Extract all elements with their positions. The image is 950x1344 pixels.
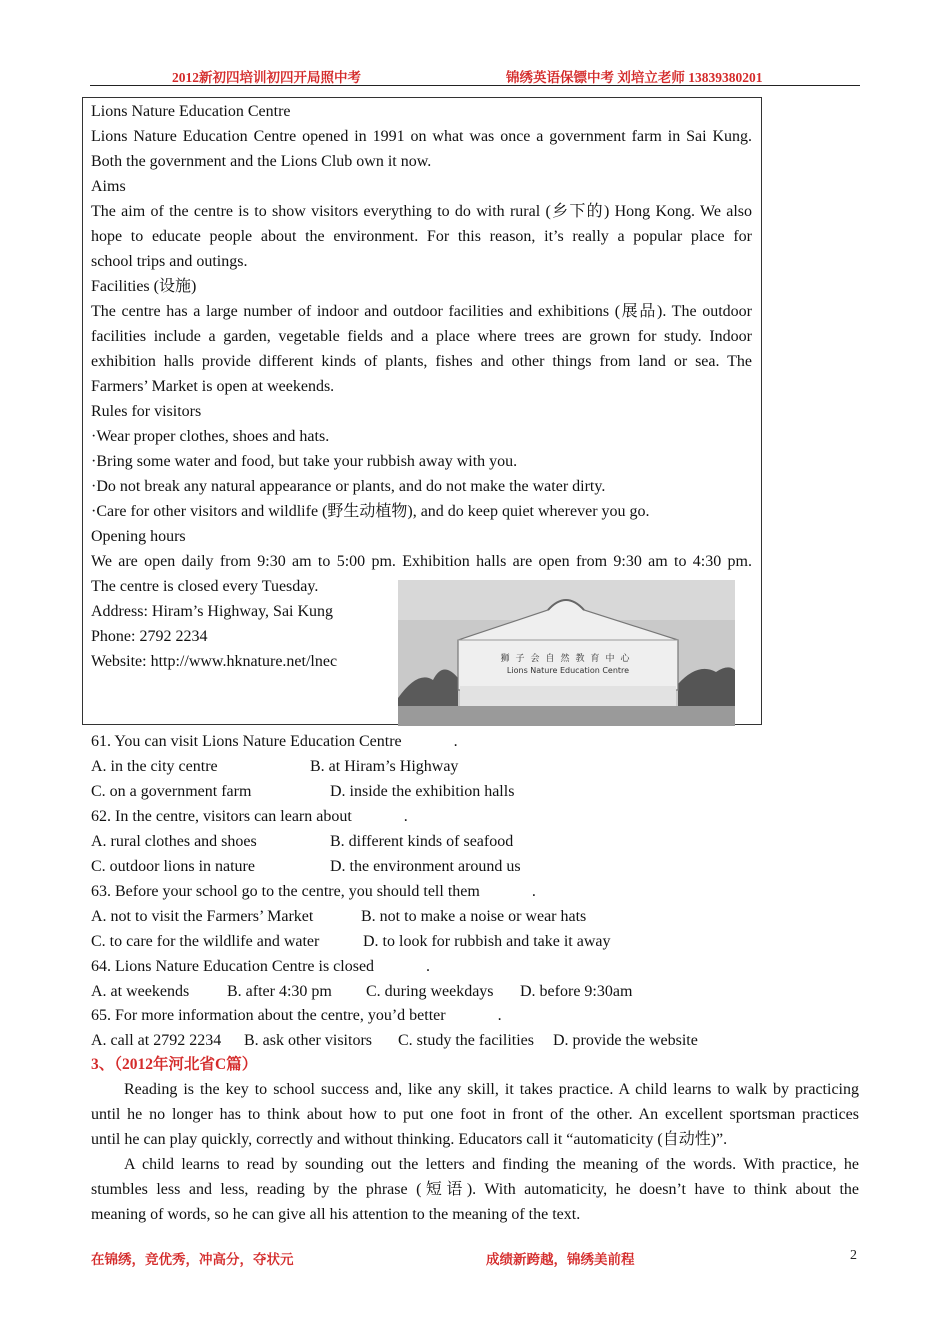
option: B. at Hiram’s Highway [310,758,459,775]
intro-line-2: Both the government and the Lions Club own it now. [91,153,432,170]
intro-line-1: Lions Nature Education Centre opened in 1991 on what was once a government farm in Sai Kung. [91,128,752,145]
option: B. after 4:30 pm [227,983,332,1000]
header-left-title: 2012新初四培训初四开局照中考 [172,70,361,85]
option: B. ask other visitors [244,1032,372,1049]
question-stem-text: 64. Lions Nature Education Centre is closed [91,958,375,975]
hours-line-1: We are open daily from 9:30 am to 5:00 pm. Exhibition halls are open from 9:30 am to 4:30 pm. [91,553,752,570]
option: C. outdoor lions in nature [91,858,255,875]
option: C. during weekdays [366,983,494,1000]
rule-item: ·Wear proper clothes, shoes and hats. [91,428,330,445]
option: A. in the city centre [91,758,218,775]
para2-line-3: meaning of words, so he can give all his attention to the meaning of the text. [91,1206,581,1223]
website: Website: http://www.hknature.net/lnec [91,653,338,670]
footer-left-slogan: 在锦绣，竞优秀，冲高分，夺状元 [91,1252,294,1267]
option: C. on a government farm [91,783,252,800]
aims-heading: Aims [91,178,126,195]
aims-line-3: school trips and outings. [91,253,248,270]
option: D. before 9:30am [520,983,633,1000]
hours-heading: Opening hours [91,528,186,545]
facilities-heading: Facilities (设施) [91,278,197,295]
rules-heading: Rules for visitors [91,403,202,420]
rule-item: ·Bring some water and food, but take your rubbish away with you. [91,453,518,470]
question-stem-text: 61. You can visit Lions Nature Education Centre [91,733,402,750]
question-stem: 65. For more information about the centre, you’d better . [91,1007,502,1024]
aims-line-2: hope to educate people about the environment. For this reason, it’s really a popular place for [91,228,752,245]
question-stem: 62. In the centre, visitors can learn about . [91,808,408,825]
option: C. study the facilities [398,1032,534,1049]
centre-building-photo [398,580,735,726]
facilities-line-2: facilities include a garden, vegetable fields and a place where trees are grown for study. Indoor [91,328,752,345]
para2-line-1: A child learns to read by sounding out the letters and finding the meaning of the words. With practice, he [124,1156,859,1173]
facilities-line-3: exhibition halls provide different kinds of plants, fishes and other things from land or sea. The [91,353,752,370]
header-divider [90,85,860,86]
option: A. call at 2792 2234 [91,1032,222,1049]
option: D. inside the exhibition halls [330,783,515,800]
page-number: 2 [850,1248,857,1263]
passage-title: Lions Nature Education Centre [91,103,291,120]
header-right-title: 锦绣英语保镖中考 刘培立老师 13839380201 [506,70,763,85]
option: C. to care for the wildlife and water [91,933,320,950]
option: B. different kinds of seafood [330,833,514,850]
question-stem-text: 63. Before your school go to the centre, you should tell them [91,883,480,900]
question-stem-text: 65. For more information about the centre, you’d better [91,1007,446,1024]
option: D. provide the website [553,1032,698,1049]
address: Address: Hiram’s Highway, Sai Kung [91,603,334,620]
question-stem: 61. You can visit Lions Nature Education Centre . [91,733,458,750]
para1-line-3: until he can play quickly, correctly and without thinking. Educators call it “automaticity (自动性)”. [91,1131,728,1148]
option: A. not to visit the Farmers’ Market [91,908,314,925]
rule-item: ·Care for other visitors and wildlife (野生动植物), and do keep quiet wherever you go. [91,503,650,520]
option: A. at weekends [91,983,190,1000]
facilities-line-4: Farmers’ Market is open at weekends. [91,378,335,395]
photo-sign-chinese: 狮子会自然教育中心 [500,654,636,664]
option: D. the environment around us [330,858,521,875]
para1-line-1: Reading is the key to school success and, like any skill, it takes practice. A child learns to walk by practicing [124,1081,859,1098]
question-stem: 64. Lions Nature Education Centre is closed . [91,958,431,975]
question-stem-text: 62. In the centre, visitors can learn about [91,808,352,825]
photo-sign-english: Lions Nature Education Centre [506,666,630,675]
aims-line-1: The aim of the centre is to show visitors everything to do with rural (乡下的) Hong Kong. We also [91,203,752,220]
facilities-line-1: The centre has a large number of indoor and outdoor facilities and exhibitions (展品). The outdoor [91,303,752,320]
hours-line-2: The centre is closed every Tuesday. [91,578,319,595]
footer-center-slogan: 成绩新跨越，锦绣美前程 [486,1252,635,1267]
question-stem: 63. Before your school go to the centre, you should tell them . [91,883,536,900]
section-heading: 3、（2012年河北省C篇） [91,1056,258,1073]
para2-line-2: stumbles less and less, reading by the phrase (短语). With automaticity, he doesn’t have to think about the [91,1181,859,1198]
option: D. to look for rubbish and take it away [363,933,611,950]
para1-line-2: until he no longer has to think about how to put one foot in front of the other. An excellent sportsman practices [91,1106,859,1123]
option: A. rural clothes and shoes [91,833,257,850]
phone: Phone: 2792 2234 [91,628,208,645]
rule-item: ·Do not break any natural appearance or plants, and do not make the water dirty. [91,478,606,495]
option: B. not to make a noise or wear hats [361,908,587,925]
